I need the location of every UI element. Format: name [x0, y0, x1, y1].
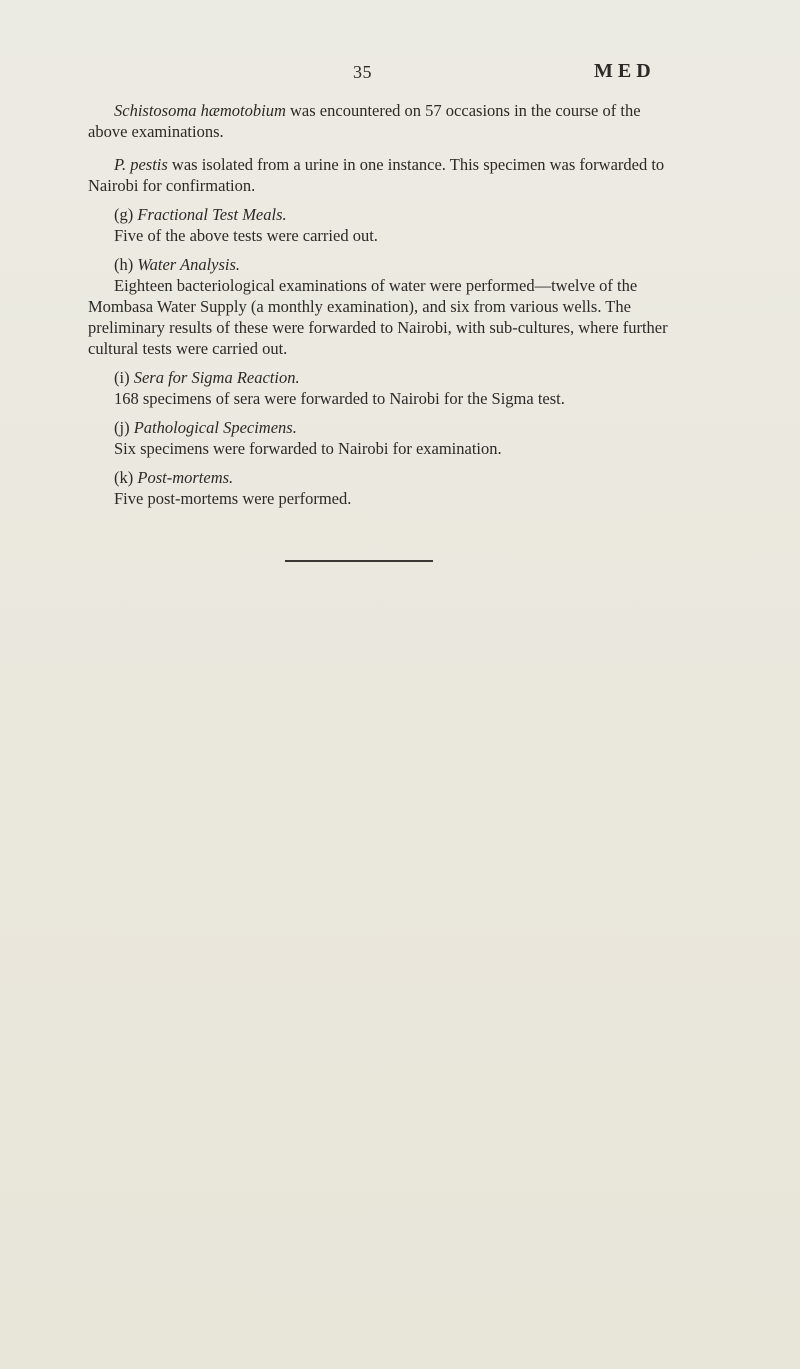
section-heading-j — [88, 417, 668, 438]
page-number: 35 — [353, 62, 372, 82]
section-divider — [285, 560, 433, 562]
paragraph-schistosoma — [88, 100, 668, 142]
section-title: Water Analysis. — [137, 255, 241, 274]
section-title: Fractional Test Meals. — [137, 205, 287, 224]
section-marker: (i) — [114, 368, 130, 387]
section-heading-i — [88, 367, 668, 388]
paragraph-text: was encountered on 57 occasions in the course of the above examinations. — [88, 101, 641, 141]
paragraph-pestis — [88, 154, 668, 196]
running-head: MED — [594, 60, 656, 82]
section-heading-h — [88, 254, 668, 275]
section-title: Pathological Specimens. — [133, 418, 297, 437]
paragraph-fractional-test: Five of the above tests were carried out. — [114, 226, 378, 245]
paragraph-post-mortems: Five post-mortems were performed. — [114, 489, 352, 508]
paragraph-water-analysis: Eighteen bacteriological examinations of water were performed—twelve of the Mombasa Water Supply (a monthly examination), and six from various wells. The preliminary results of these were forwarded to Nairobi, with sub-cultures, where further cultural tests were carried out. — [88, 276, 668, 358]
section-marker: (g) — [114, 205, 134, 224]
section-heading-g — [88, 204, 668, 225]
paragraph-pathological: Six specimens were forwarded to Nairobi for examination. — [114, 439, 502, 458]
page-header — [0, 58, 800, 88]
species-name: Schistosoma hæmotobium — [114, 101, 286, 120]
section-marker: (k) — [114, 468, 134, 487]
section-heading-k — [88, 467, 668, 488]
paragraph-text: was isolated from a urine in one instance. This specimen was forwarded to Nairobi for confirmation. — [88, 155, 665, 195]
body-text — [88, 100, 668, 509]
section-marker: (h) — [114, 255, 134, 274]
section-marker: (j) — [114, 418, 130, 437]
paragraph-sigma-reaction: 168 specimens of sera were forwarded to Nairobi for the Sigma test. — [114, 389, 565, 408]
section-title: Post-mortems. — [137, 468, 234, 487]
species-name: P. pestis — [114, 155, 168, 174]
section-title: Sera for Sigma Reaction. — [133, 368, 300, 387]
